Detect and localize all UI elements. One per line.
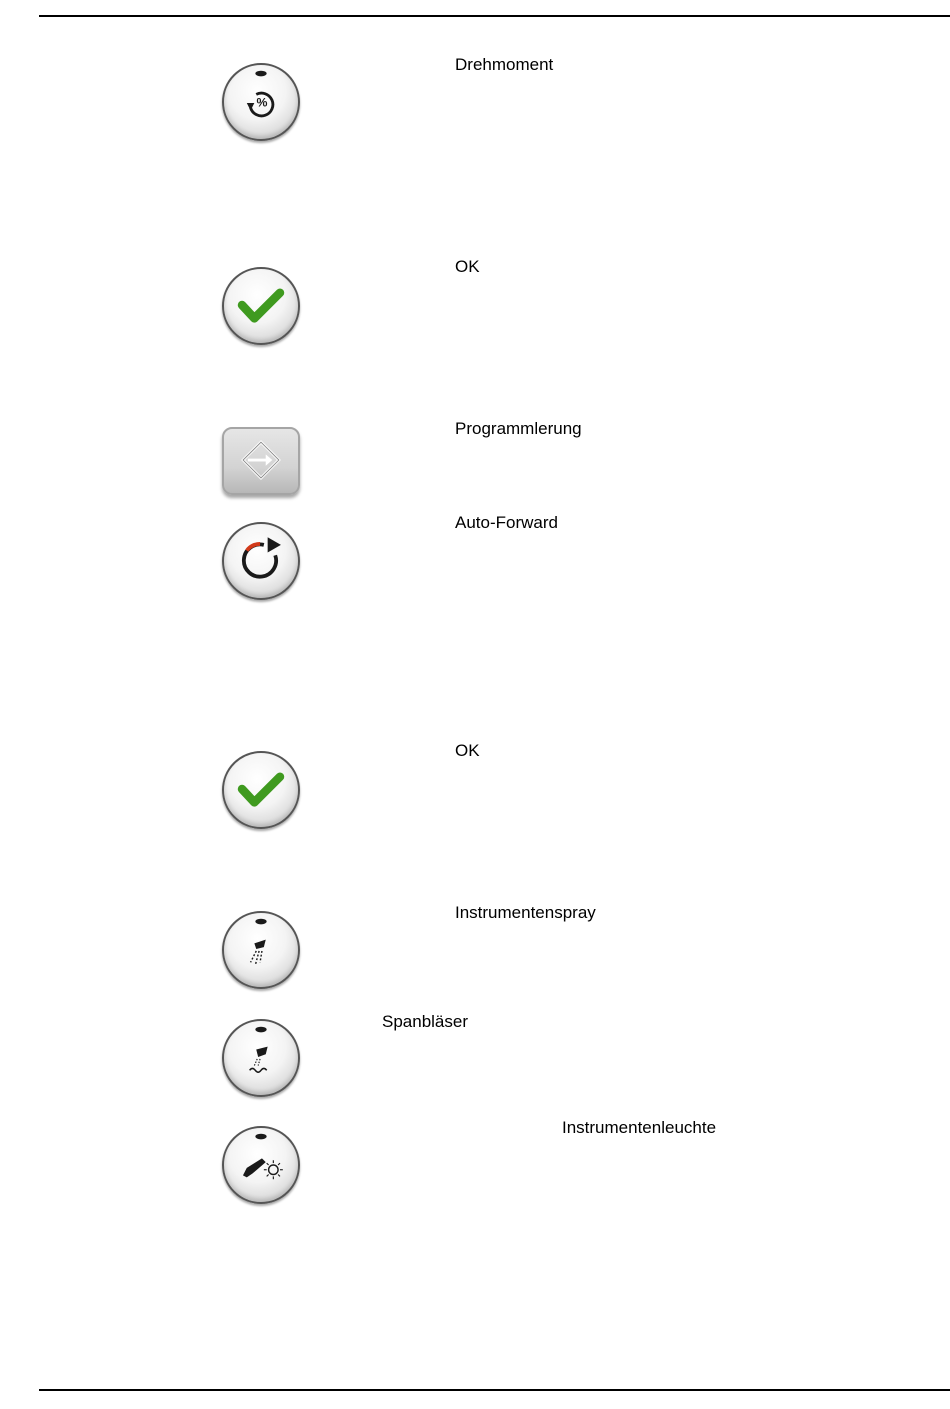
instrument-spray-icon xyxy=(224,913,298,987)
chip-blower-button[interactable] xyxy=(222,1019,300,1097)
ok-label: OK xyxy=(455,257,480,276)
torque-label: Drehmoment xyxy=(455,55,554,74)
chip-blower-label: Spanbläser xyxy=(382,1012,469,1031)
auto-forward-label: Auto-Forward xyxy=(455,513,558,532)
programming-label: Programmlerung xyxy=(455,419,582,438)
ok-label-2: OK xyxy=(455,741,480,760)
green-check-icon xyxy=(224,269,298,343)
ok-button[interactable] xyxy=(222,267,300,345)
auto-forward-icon xyxy=(224,524,298,598)
programming-enter-icon xyxy=(224,429,298,493)
header-rule xyxy=(39,15,950,17)
instrument-light-icon xyxy=(224,1128,298,1202)
svg-text:%: % xyxy=(256,95,268,110)
footer-rule xyxy=(39,1389,950,1391)
green-check-icon xyxy=(224,753,298,827)
torque-button[interactable] xyxy=(222,63,300,141)
instrument-spray-label: Instrumentenspray xyxy=(455,903,596,922)
auto-forward-button[interactable] xyxy=(222,522,300,600)
torque-percent-icon xyxy=(224,65,298,139)
programming-button[interactable] xyxy=(222,427,300,495)
chip-blower-icon xyxy=(224,1021,298,1095)
instrument-spray-button[interactable] xyxy=(222,911,300,989)
instrument-light-button[interactable] xyxy=(222,1126,300,1204)
ok-button-2[interactable] xyxy=(222,751,300,829)
instrument-light-label: Instrumentenleuchte xyxy=(562,1118,717,1137)
